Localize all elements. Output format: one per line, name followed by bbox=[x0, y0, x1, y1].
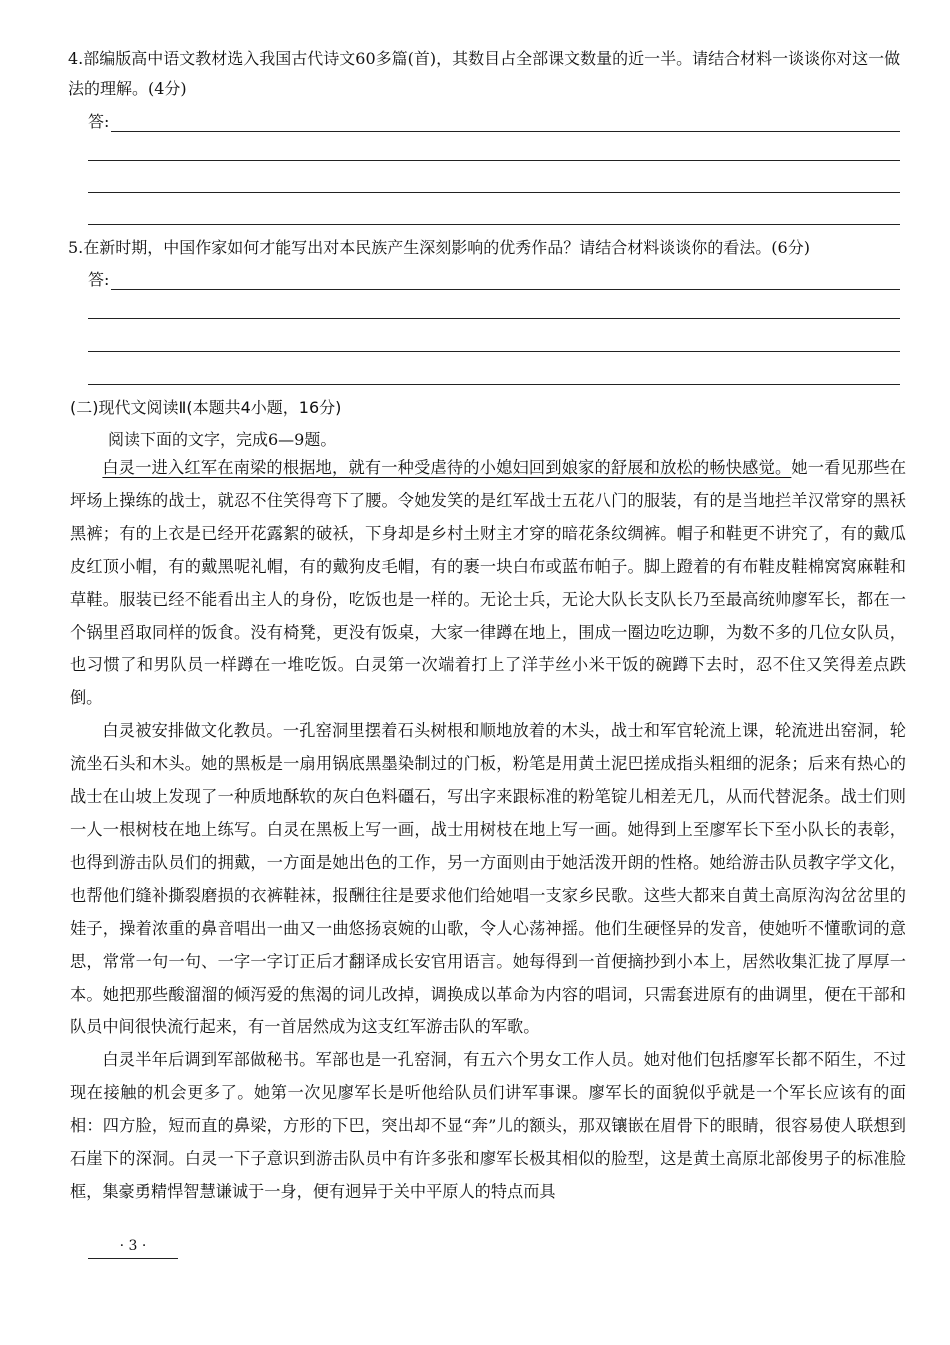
question-5-answer-line-3[interactable] bbox=[88, 351, 900, 352]
question-5-answer-label: 答: bbox=[88, 270, 110, 289]
question-5-number: 5. bbox=[68, 238, 84, 257]
question-5 bbox=[68, 233, 906, 263]
question-5-answer-line-2[interactable] bbox=[88, 318, 900, 319]
reading-passage bbox=[70, 452, 906, 1209]
passage-underlined-sentence: 白灵一进入红军在南梁的根据地，就有一种受虐待的小媳妇回到娘家的舒展和放松的畅快感觉。 bbox=[102, 458, 792, 477]
question-4-answer-row[interactable] bbox=[88, 108, 900, 132]
question-4-number: 4. bbox=[68, 49, 84, 68]
passage-paragraph-1-rest: 她一看见那些在坪场上操练的战士，就忍不住笑得弯下了腰。令她发笑的是红军战士五花八门的服装，有的是当地拦羊汉常穿的黑袄黑裤；有的上衣是已经开花露絮的破袄，下身却是乡村土财主才穿的暗花条纹绸裤。帽子和鞋更不讲究了，有的戴瓜皮红顶小帽，有的戴黑呢礼帽，有的戴狗皮毛帽，有的裹一块白布或蓝布帕子。脚上蹬着的有布鞋皮鞋棉窝窝麻鞋和草鞋。服装已经不能看出主人的身份，吃饭也是一样的。无论士兵，无论大队长支队长乃至最高统帅廖军长，都在一个锅里舀取同样的饭食。没有椅凳，更没有饭桌，大家一律蹲在地上，围成一圈边吃边聊，为数不多的几位女队员，也习惯了和男队员一样蹲在一堆吃饭。白灵第一次端着打上了洋芋丝小米干饭的碗蹲下去时，忍不住又笑得差点跌倒。 bbox=[70, 458, 907, 708]
passage-paragraph-3: 白灵半年后调到军部做秘书。军部也是一孔窑洞，有五六个男女工作人员。她对他们包括廖军长都不陌生，不过现在接触的机会更多了。她第一次见廖军长是听他给队员们讲军事课。廖军长的面貌似乎就是一个军长应该有的面相：四方脸，短而直的鼻梁，方形的下巴，突出却不显“奔”儿的额头，那双镶嵌在眉骨下的眼睛，很容易使人联想到石崖下的深洞。白灵一下子意识到游击队员中有许多张和廖军长极其相似的脸型，这是黄土高原北部俊男子的标准脸框，集豪勇精悍智慧谦诚于一身，便有迥异于关中平原人的特点而具 bbox=[70, 1050, 906, 1201]
passage-paragraph-1 bbox=[70, 452, 906, 715]
question-5-answer-row[interactable] bbox=[88, 266, 900, 290]
question-4-answer-line-3[interactable] bbox=[88, 192, 900, 193]
question-4-answer-line-1[interactable] bbox=[111, 113, 900, 132]
question-5-text: 在新时期，中国作家如何才能写出对本民族产生深刻影响的优秀作品？请结合材料谈谈你的看法。(6分) bbox=[83, 238, 810, 257]
question-4-answer-line-4[interactable] bbox=[88, 224, 900, 225]
question-5-answer-line-1[interactable] bbox=[111, 271, 900, 290]
passage-paragraph-2: 白灵被安排做文化教员。一孔窑洞里摆着石头树根和顺地放着的木头，战士和军官轮流上课，轮流进出窑洞，轮流坐石头和木头。她的黑板是一扇用锅底黑墨染制过的门板，粉笔是用黄土泥巴搓成指头粗细的泥条；后来有热心的战士在山坡上发现了一种质地酥软的灰白色料礓石，写出字来跟标准的粉笔锭儿相差无几，从而代替泥条。战士们则一人一根树枝在地上练写。白灵在黑板上写一画，战士用树枝在地上写一画。她得到上至廖军长下至小队长的表彰，也得到游击队员们的拥戴，一方面是她出色的工作，另一方面则由于她活泼开朗的性格。她给游击队员教字学文化，也帮他们缝补撕裂磨损的衣裤鞋袜，报酬往往是要求他们给她唱一支家乡民歌。这些大都来自黄土高原沟沟岔岔里的娃子，操着浓重的鼻音唱出一曲又一曲悠扬哀婉的山歌，令人心荡神摇。他们生硬怪异的发音，使她听不懂歌词的意思，常常一句一句、一字一字订正后才翻译成长安官用语言。她每得到一首便摘抄到小本上，居然收集汇拢了厚厚一本。她把那些酸溜溜的倾泻爱的焦渴的词儿改掉，调换成以革命为内容的唱词，只需套进原有的曲调里，便在干部和队员中间很快流行起来，有一首居然成为这支红军游击队的军歌。 bbox=[70, 721, 906, 1037]
question-4-answer-label: 答: bbox=[88, 112, 110, 131]
question-4-text: 部编版高中语文教材选入我国古代诗文60多篇(首)，其数目占全部课文数量的近一半。请结合材料一谈谈你对这一做法的理解。(4分) bbox=[68, 49, 901, 98]
question-4 bbox=[68, 44, 906, 104]
page-number: · 3 · bbox=[88, 1236, 178, 1259]
section-heading: (二)现代文阅读Ⅱ(本题共4小题，16分) bbox=[70, 398, 342, 417]
section-instruction: 阅读下面的文字，完成6—9题。 bbox=[108, 430, 337, 449]
question-5-answer-line-4[interactable] bbox=[88, 384, 900, 385]
question-4-answer-line-2[interactable] bbox=[88, 160, 900, 161]
